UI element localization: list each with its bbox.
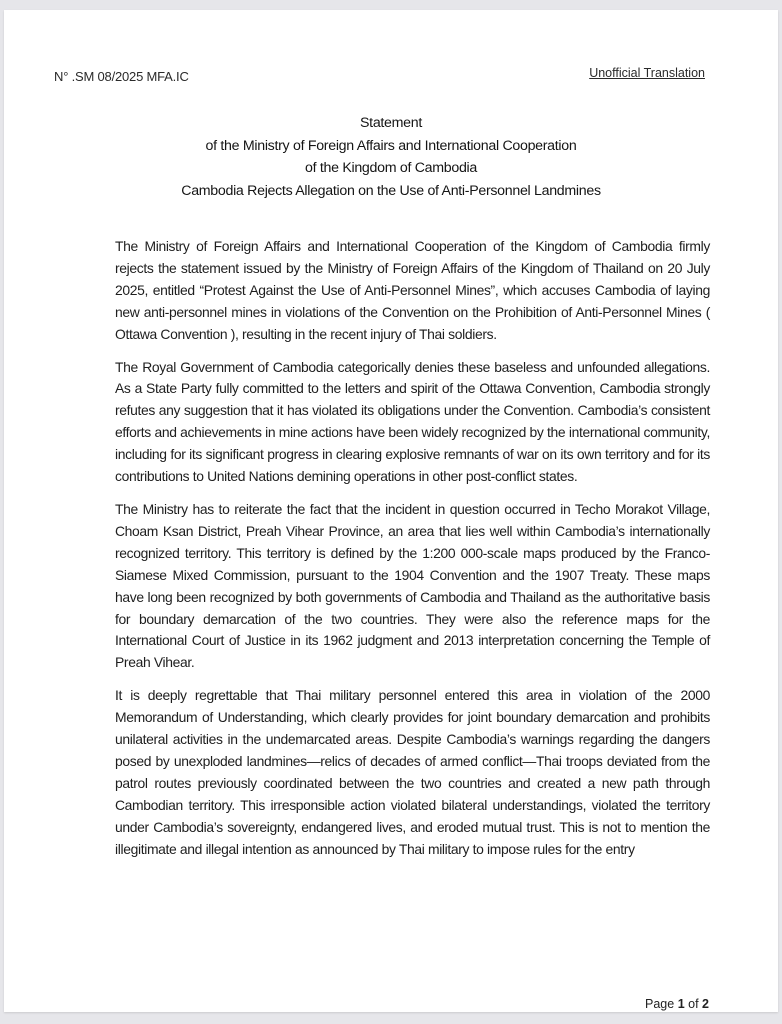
title-line-subject: Cambodia Rejects Allegation on the Use of Anti-Personnel Landmines — [181, 182, 601, 199]
statement-body — [115, 236, 710, 871]
page-number — [645, 997, 709, 1011]
current-page: 1 — [677, 997, 685, 1011]
title-line-statement: Statement — [360, 115, 422, 131]
paragraph: The Ministry of Foreign Affairs and International Cooperation of the Kingdom of Cambodia firmly rejects the statement issued by the Ministry of Foreign Affairs of the Kingdom of Thailand on 20 July 2025, entitled “Protest Against the Use of Anti-Personnel Mines”, which accuses Cambodia of laying new anti-personnel mines in violations of the Convention on the Prohibition of Anti-Personnel Mines ( Ottawa Convention ), resulting in the recent injury of Thai soldiers. — [115, 238, 710, 342]
title-line-kingdom: of the Kingdom of Cambodia — [304, 160, 478, 176]
paragraph: The Ministry has to reiterate the fact that the incident in question occurred in Techo Morakot Village, Choam Ksan District, Preah Vihear Province, an area that lies well within Cambodia’s internationally recognized territory. This territory is defined by the 1:200 000-scale maps produced by the Franco-Siamese Mixed Commission, pursuant to the 1904 Convention and the 1907 Treaty. These maps have long been recognized by both governments of Cambodia and Thailand as the authoritative basis for boundary demarcation of the two countries. They were also the reference maps for the International Court of Justice in its 1962 judgment and 2013 interpretation concerning the Temple of Preah Vihear. — [115, 500, 710, 671]
unofficial-translation-label: Unofficial Translation — [589, 66, 705, 80]
reference-number: N° .SM 08/2025 MFA.IC — [54, 69, 189, 84]
paragraph: It is deeply regrettable that Thai military personnel entered this area in violation of the 2000 Memorandum of Understanding, which clearly provides for joint boundary demarcation and prohibits unilateral activities in the undemarcated areas. Despite Cambodia’s warnings regarding the dangers posed by unexploded landmines—relics of decades of armed conflict—Thai troops deviated from the patrol routes previously coordinated between the two countries and created a new path through Cambodian territory. This irresponsible action violated bilateral understandings, violated the territory under Cambodia’s sovereignty, endangered lives, and eroded mutual trust. This is not to mention the illegitimate and illegal intention as announced by Thai military to impose rules for the entry — [115, 687, 710, 857]
paragraph: The Royal Government of Cambodia categorically denies these baseless and unfounded allegations. As a State Party fully committed to the letters and spirit of the Ottawa Convention, Cambodia strongly refutes any suggestion that it has violated its obligations under the Convention. Cambodia’s consistent efforts and achievements in mine actions have been widely recognized by the international community, including for its significant progress in clearing explosive remnants of war on its own territory and for its contributions to United Nations demining operations in other post-conflict states. — [115, 358, 710, 485]
title-line-ministry: of the Ministry of Foreign Affairs and International Cooperation — [205, 137, 577, 154]
document-page — [4, 10, 778, 1012]
statement-title — [4, 112, 778, 202]
of-label: of — [688, 997, 699, 1011]
page-label: Page — [645, 997, 675, 1011]
total-pages: 2 — [702, 997, 709, 1011]
